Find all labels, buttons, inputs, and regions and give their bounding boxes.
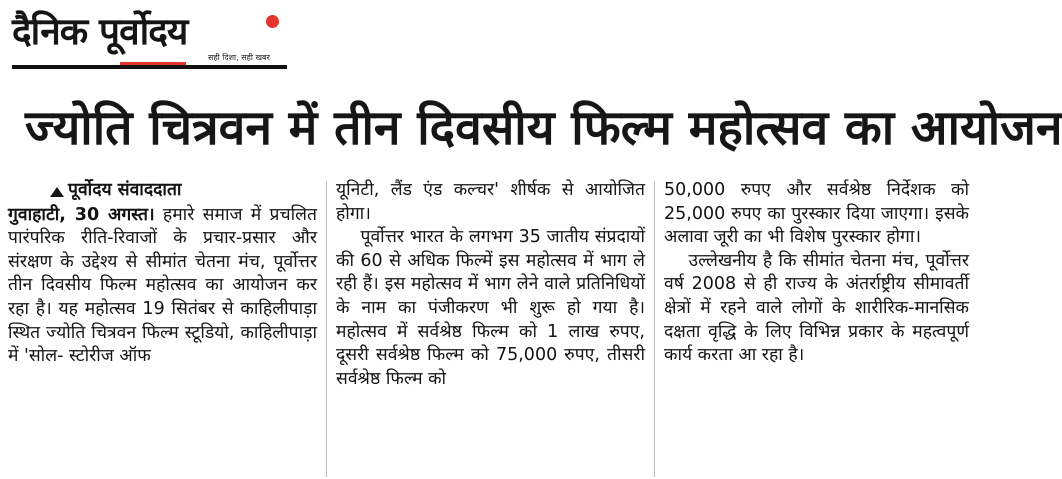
newspaper-logo-title: दैनिक पूर्वोदय bbox=[12, 10, 188, 53]
logo-dot-icon bbox=[266, 15, 279, 28]
column-divider bbox=[326, 181, 327, 477]
article-paragraph: यूनिटी, लैंड एंड कल्चर' शीर्षक से आयोजित होगा। bbox=[336, 180, 645, 224]
paragraph-text: हमारे समाज में प्रचलित पारंपरिक रीति-रिवाजों के प्रचार-प्रसार और संरक्षण के उद्देश्य से सीमांत चेतना मंच, पूर्वोत्तर तीन दिवसीय फिल्म महोत्सव का आयोजन कर रहा है। यह महोत्सव 19 सितंबर से काहिलीपाड़ा स्थित ज्योति चित्रवन फिल्म स्टूडियो, काहिलीपाड़ा में 'सोल- स्टोरीज ऑफ bbox=[8, 204, 317, 367]
byline bbox=[68, 179, 317, 203]
article-column-3 bbox=[664, 179, 969, 477]
article-paragraph: पूर्वोत्तर भारत के लगभग 35 जातीय संप्रदायों की 60 से अधिक फिल्में इस महोत्सव में भाग ले रही हैं। इस महोत्सव में भाग लेने वाले प्रतिनिधियों के नाम का पंजीकरण भी शुरू हो गया है। महोत्सव में सर्वश्रेष्ठ फिल्म को 1 लाख रुपए, दूसरी सर्वश्रेष्ठ फिल्म को 75,000 रुपए, तीसरी सर्वश्रेष्ठ फिल्म को bbox=[336, 227, 645, 389]
byline-triangle-icon bbox=[50, 187, 64, 197]
article-headline: ज्योति चित्रवन में तीन दिवसीय फिल्म महोत्सव का आयोजन bbox=[25, 100, 1062, 156]
masthead bbox=[12, 4, 287, 74]
article-paragraph: उल्लेखनीय है कि सीमांत चेतना मंच, पूर्वोत्तर वर्ष 2008 से ही राज्य के अंतर्राष्ट्रीय सीमावर्ती क्षेत्रों में रहने वाले लोगों के शारीरिक-मानसिक दक्षता वृद्धि के लिए विभिन्न प्रकार के महत्वपूर्ण कार्य करता आ रहा है। bbox=[664, 250, 969, 366]
newspaper-tagline: सही दिशा, सही खबर bbox=[208, 53, 270, 62]
dateline: गुवाहाटी, 30 अगस्त। bbox=[8, 204, 155, 225]
masthead-rule bbox=[12, 65, 287, 69]
article-column-2 bbox=[336, 179, 645, 477]
article-paragraph: 50,000 रुपए और सर्वश्रेष्ठ निर्देशक को 25,000 रुपए का पुरस्कार दिया जाएगा। इसके अलावा जूरी का भी विशेष पुरस्कार होगा। bbox=[664, 180, 969, 248]
byline-text: पूर्वोदय संवाददाता bbox=[68, 180, 182, 200]
column-divider bbox=[654, 181, 655, 477]
article-column-1 bbox=[8, 179, 317, 477]
article-paragraph bbox=[8, 204, 317, 369]
